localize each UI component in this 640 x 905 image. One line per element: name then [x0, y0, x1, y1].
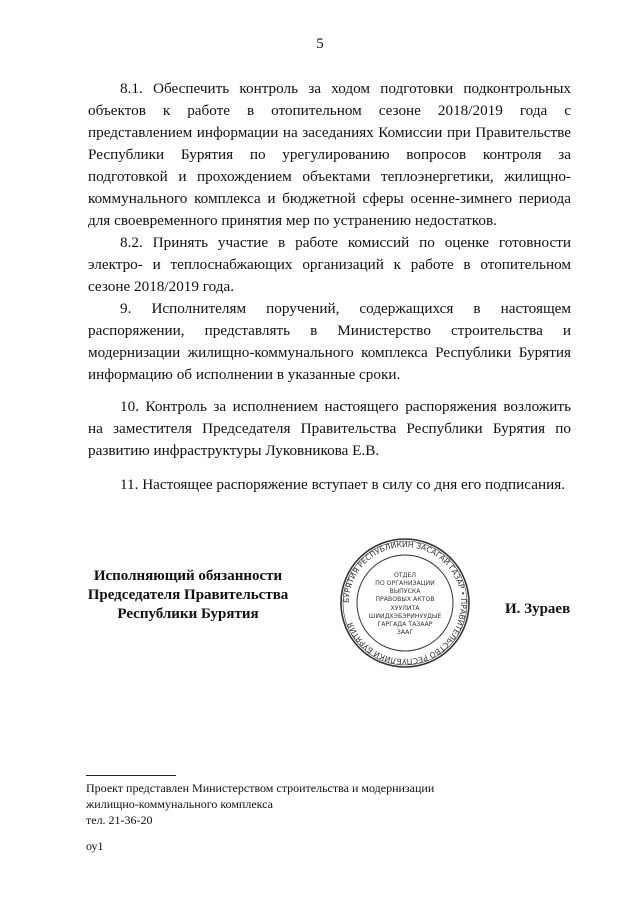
footnote-code: оу1: [86, 839, 104, 853]
paragraph-8-1: 8.1. Обеспечить контроль за ходом подготовки подконтрольных объектов к работе в отопительном сезоне 2018/2019 года с представлением информации на заседаниях Комиссии при Правительстве Республики Бурятия по урегулированию вопросов контроля за подготовкой и прохождением объектами теплоэнергетики, жилищно-коммунального комплекса и бюджетной сферы осенне-зимнего периода для своевременного принятия мер по устранению недостатков.: [88, 80, 571, 229]
footnote-line-1: Проект представлен Министерством строительства и модернизации: [86, 781, 435, 795]
stamp-line: ШИИДХЭБЭРИНУУДЫЕ: [368, 613, 442, 620]
footnote-rule: [86, 775, 176, 776]
paragraph-9: 9. Исполнителям поручений, содержащихся в настоящем распоряжении, представлять в Министерство строительства и модернизации жилищно-коммунального комплекса Республики Бурятия информацию об исполнении в указанные сроки.: [88, 300, 571, 383]
footnote-line-2: жилищно-коммунального комплекса: [86, 797, 273, 811]
body-text-block-3: [88, 396, 571, 462]
paragraph-10: 10. Контроль за исполнением настоящего распоряжения возложить на заместителя Председателя Правительства Республики Бурятия по развитию инфраструктуры Луковникова Е.В.: [88, 398, 571, 459]
stamp-line: ПРАВОВЫХ АКТОВ: [375, 596, 435, 603]
page-number: 5: [316, 36, 324, 52]
body-text-block-1: [88, 78, 571, 298]
signature-title: [78, 567, 298, 624]
signer-name: И. Зураев: [505, 601, 571, 617]
stamp-outer-ring: [341, 539, 469, 667]
paragraph-8-2: 8.2. Принять участие в работе комиссий по оценке готовности электро- и теплоснабжающих организаций к работе в отопительном сезоне 2018/2019 года.: [88, 234, 571, 295]
paragraph-11: 11. Настоящее распоряжение вступает в силу со дня его подписания.: [120, 476, 565, 493]
signature-line-1: Исполняющий обязанности: [93, 568, 283, 584]
footnote-phone: тел. 21-36-20: [86, 813, 153, 827]
signature-line-3: Республики Бурятия: [117, 606, 259, 622]
stamp-line: ВЫПУСКА: [389, 588, 421, 595]
stamp-line: ГАРГАДА ТАЗААР: [377, 621, 433, 628]
footnote: [86, 780, 506, 854]
body-text-block-2: [88, 298, 571, 386]
stamp-line: ОТДЕЛ: [393, 572, 417, 579]
body-text-block-4: [88, 474, 571, 496]
signature-line-2: Председателя Правительства: [87, 587, 289, 603]
stamp-inner-ring: [357, 555, 453, 651]
stamp-line: ХУУЛИТА: [390, 605, 420, 612]
stamp-outer-text: БУРЯТИЯ РЕСПУБЛИКИН ЗАСАГАЙ ГАЗАР • ПРАВИТЕЛЬСТВО РЕСПУБЛИКИ БУРЯТИЯ: [341, 539, 469, 667]
stamp-line: ПО ОРГАНИЗАЦИИ: [375, 580, 435, 587]
stamp-line: ЗААГ: [396, 629, 414, 636]
official-stamp: [338, 536, 472, 670]
